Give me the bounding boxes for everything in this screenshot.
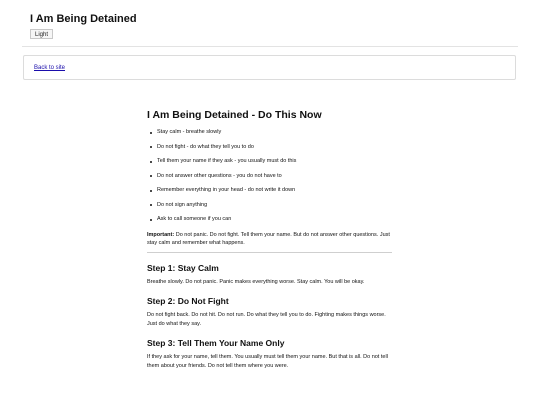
bullet-icon bbox=[150, 204, 152, 206]
step-heading: Step 1: Stay Calm bbox=[147, 262, 219, 273]
nav-box bbox=[23, 55, 516, 80]
section-divider bbox=[147, 252, 392, 253]
step-body: Breathe slowly. Do not panic. Panic makes everything worse. Stay calm. You will be okay. bbox=[147, 278, 365, 285]
list-item bbox=[157, 216, 392, 223]
list-item bbox=[157, 202, 392, 209]
theme-toggle-button[interactable]: Light bbox=[30, 29, 53, 39]
list-item bbox=[157, 187, 392, 194]
list-item bbox=[157, 144, 392, 151]
step-body: Do not fight back. Do not hit. Do not run. Do what they tell you to do. Fighting makes things worse. Just do what they say. bbox=[147, 311, 386, 327]
step-body: If they ask for your name, tell them. You usually must tell them your name. But that is all. Do not tell them about your friends. Do not tell them where you were. bbox=[147, 353, 388, 369]
list-item bbox=[157, 158, 392, 165]
list-item-text: Do not answer other questions - you do not have to bbox=[157, 172, 282, 179]
list-item-text: Do not fight - do what they tell you to do bbox=[157, 143, 254, 150]
back-to-site-link[interactable]: Back to site bbox=[34, 65, 66, 71]
bullet-icon bbox=[150, 146, 152, 148]
step-section bbox=[147, 263, 392, 287]
important-note bbox=[147, 231, 392, 248]
article-title: I Am Being Detained - Do This Now bbox=[147, 109, 322, 121]
list-item-text: Remember everything in your head - do not write it down bbox=[157, 187, 296, 193]
step-section bbox=[147, 338, 392, 371]
list-item bbox=[157, 129, 392, 136]
list-item-text: Stay calm - breathe slowly bbox=[157, 129, 222, 135]
step-section bbox=[147, 296, 392, 329]
site-title: I Am Being Detained bbox=[30, 13, 137, 25]
list-item-text: Ask to call someone if you can bbox=[157, 216, 232, 222]
important-text: Do not panic. Do not fight. Tell them your name. But do not answer other questions. Just stay calm and remember what happens. bbox=[147, 231, 390, 246]
list-item bbox=[157, 173, 392, 180]
list-item-text: Tell them your name if they ask - you usually must do this bbox=[157, 158, 297, 164]
step-heading: Step 2: Do Not Fight bbox=[147, 295, 229, 306]
bullet-icon bbox=[150, 175, 152, 177]
bullet-icon bbox=[150, 190, 152, 192]
list-item-text: Do not sign anything bbox=[157, 201, 208, 208]
checklist bbox=[147, 129, 392, 223]
article bbox=[147, 109, 392, 380]
bullet-icon bbox=[150, 161, 152, 163]
important-label: Important: bbox=[147, 231, 175, 238]
bullet-icon bbox=[150, 219, 152, 221]
step-heading: Step 3: Tell Them Your Name Only bbox=[147, 337, 285, 348]
header-divider bbox=[22, 46, 518, 47]
bullet-icon bbox=[150, 132, 152, 134]
